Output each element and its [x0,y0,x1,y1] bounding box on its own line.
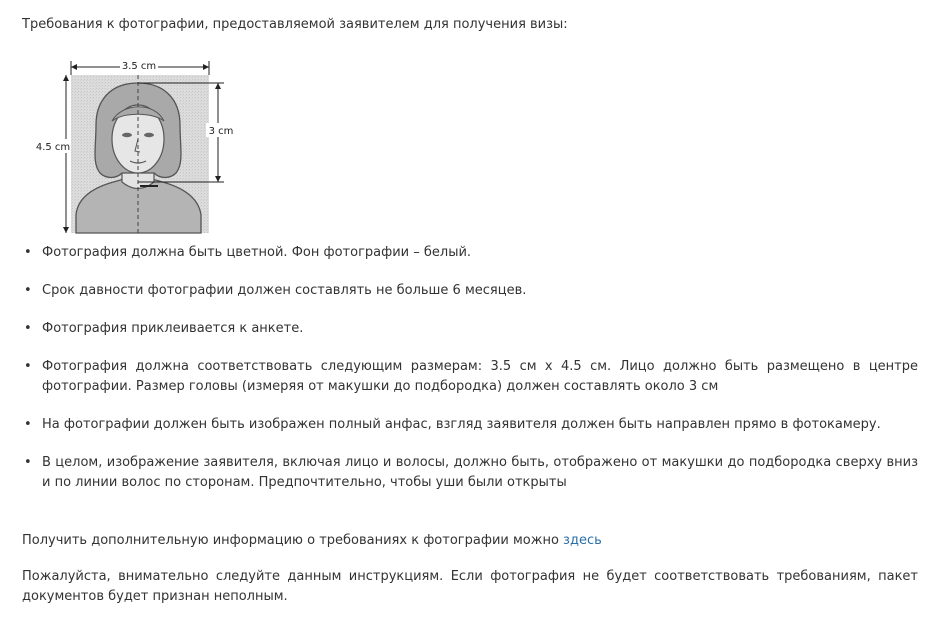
more-info-link[interactable]: здесь [563,533,602,548]
head-height-label: 3 cm [208,126,234,137]
height-label: 4.5 cm [35,142,71,153]
bullet-icon: • [24,283,32,298]
requirement-item [22,243,918,263]
requirement-item [22,357,918,397]
notice-paragraph: Пожалуйста, внимательно следуйте данным инструкциям. Если фотография не будет соответствовать требованиям, пакет документов будет признан неполным. [22,569,918,604]
requirements-list [22,243,918,511]
requirement-item [22,453,918,493]
requirement-item [22,319,918,339]
intro-text: Требования к фотографии, предоставляемой заявителем для получения визы: [22,17,568,32]
bullet-icon: • [24,321,32,336]
photo-diagram-svg [30,55,240,240]
more-info-paragraph [22,531,602,551]
requirement-item [22,415,918,435]
width-label: 3.5 cm [121,61,157,72]
requirement-text: Фотография должна соответствовать следующим размерам: 3.5 см x 4.5 см. Лицо должно быть размещено в центре фотографии. Размер головы (измеряя от макушки до подбородка) должен составлять около 3 см [42,359,918,394]
more-info-text: Получить дополнительную информацию о требованиях к фотографии можно [22,533,559,548]
requirement-text: Фотография приклеивается к анкете. [42,321,304,336]
right-eye [144,133,154,137]
bullet-icon: • [24,359,32,374]
requirement-text: Фотография должна быть цветной. Фон фотографии – белый. [42,245,472,260]
photo-size-diagram [30,55,240,240]
bullet-icon: • [24,455,32,470]
requirement-item [22,281,918,301]
requirement-text: В целом, изображение заявителя, включая лицо и волосы, должно быть, отображено от макушки до подбородка сверху вниз и по линии волос по сторонам. Предпочтительно, чтобы уши были открыты [42,455,918,490]
bullet-icon: • [24,245,32,260]
requirement-text: На фотографии должен быть изображен полный анфас, взгляд заявителя должен быть направлен прямо в фотокамеру. [42,417,881,432]
left-eye [122,133,132,137]
bullet-icon: • [24,417,32,432]
requirement-text: Срок давности фотографии должен составлять не больше 6 месяцев. [42,283,527,298]
